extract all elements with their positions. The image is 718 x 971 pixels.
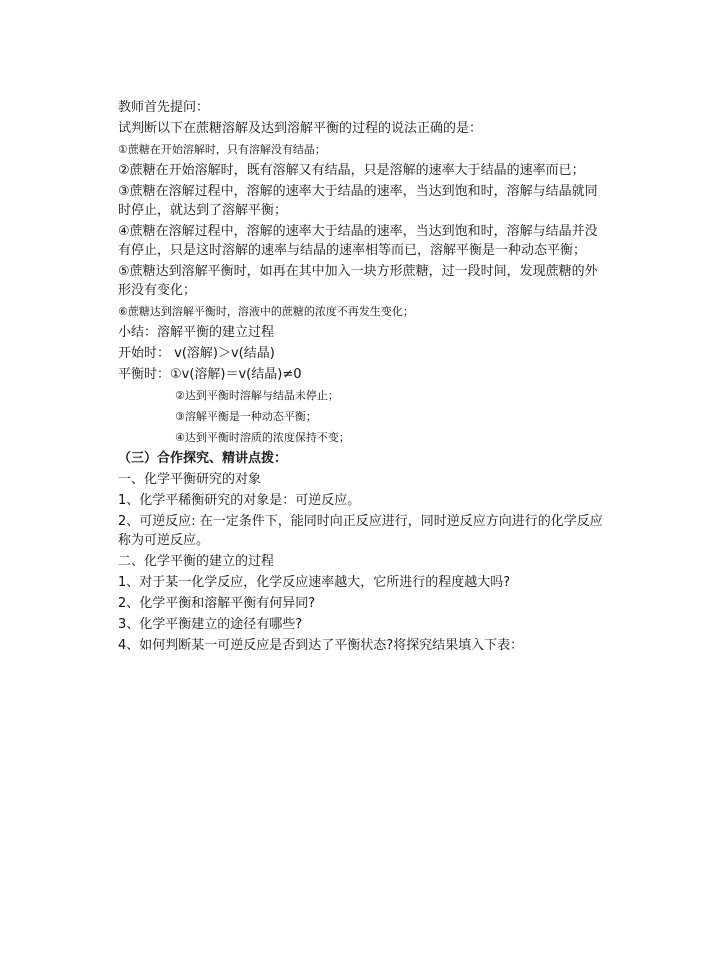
summary-point-4: ④达到平衡时溶质的浓度保持不变； (175, 431, 350, 444)
statement-4: ④蔗糖在溶解过程中，溶解的速率大于结晶的速率，当达到饱和时，溶解与结晶并没有停止，只是这时溶解的速率与结晶的速率相等而已，溶解平衡是一种动态平衡； (118, 224, 598, 258)
summary-heading: 小结：溶解平衡的建立过程 (118, 325, 275, 340)
statement-6: ⑥蔗糖达到溶解平衡时，溶液中的蔗糖的浓度不再发生变化； (118, 305, 414, 318)
item-2-2: 2、化学平衡和溶解平衡有何异同? (118, 596, 316, 611)
text-line-question: 试判断以下在蔗糖溶解及达到溶解平衡的过程的说法正确的是： (118, 121, 483, 136)
summary-point-3: ③溶解平衡是一种动态平衡； (175, 410, 317, 423)
summary-start: 开始时： v(溶解)＞v(结晶) (118, 346, 275, 361)
statement-1: ①蔗糖在开始溶解时，只有溶解没有结晶； (118, 143, 326, 156)
summary-equilibrium: 平衡时：①v(溶解)＝v(结晶)≠0 (118, 367, 302, 382)
section-heading-3: （三）合作探究、精讲点拨： (118, 451, 288, 466)
item-1-1: 1、化学平稀衡研究的对象是：可逆反应。 (118, 493, 361, 508)
subheading-2: 二、化学平衡的建立的过程 (118, 554, 275, 569)
document-body (118, 98, 608, 657)
item-1-2: 2、可逆反应: 在一定条件下，能同时向正反应进行，同时逆反应方向进行的化学反应称为可逆反应。 (118, 514, 603, 548)
item-2-1: 1、对于某一化学反应，化学反应速率越大，它所进行的程度越大吗? (118, 575, 511, 590)
text-line-intro: 教师首先提问： (118, 100, 210, 115)
item-2-3: 3、化学平衡建立的途径有哪些? (118, 617, 303, 632)
summary-point-2: ②达到平衡时溶解与结晶未停止； (175, 389, 339, 402)
statement-2: ②蔗糖在开始溶解时，既有溶解又有结晶，只是溶解的速率大于结晶的速率而已； (118, 163, 585, 178)
statement-5: ⑤蔗糖达到溶解平衡时，如再在其中加入一块方形蔗糖，过一段时间，发现蔗糖的外形没有变化； (118, 264, 598, 298)
subheading-1: 一、化学平衡研究的对象 (118, 472, 262, 487)
statement-3: ③蔗糖在溶解过程中，溶解的速率大于结晶的速率，当达到饱和时，溶解与结晶就同时停止，就达到了溶解平衡； (118, 184, 598, 218)
item-2-4: 4、如何判断某一可逆反应是否到达了平衡状态?将探究结果填入下表： (118, 638, 524, 653)
